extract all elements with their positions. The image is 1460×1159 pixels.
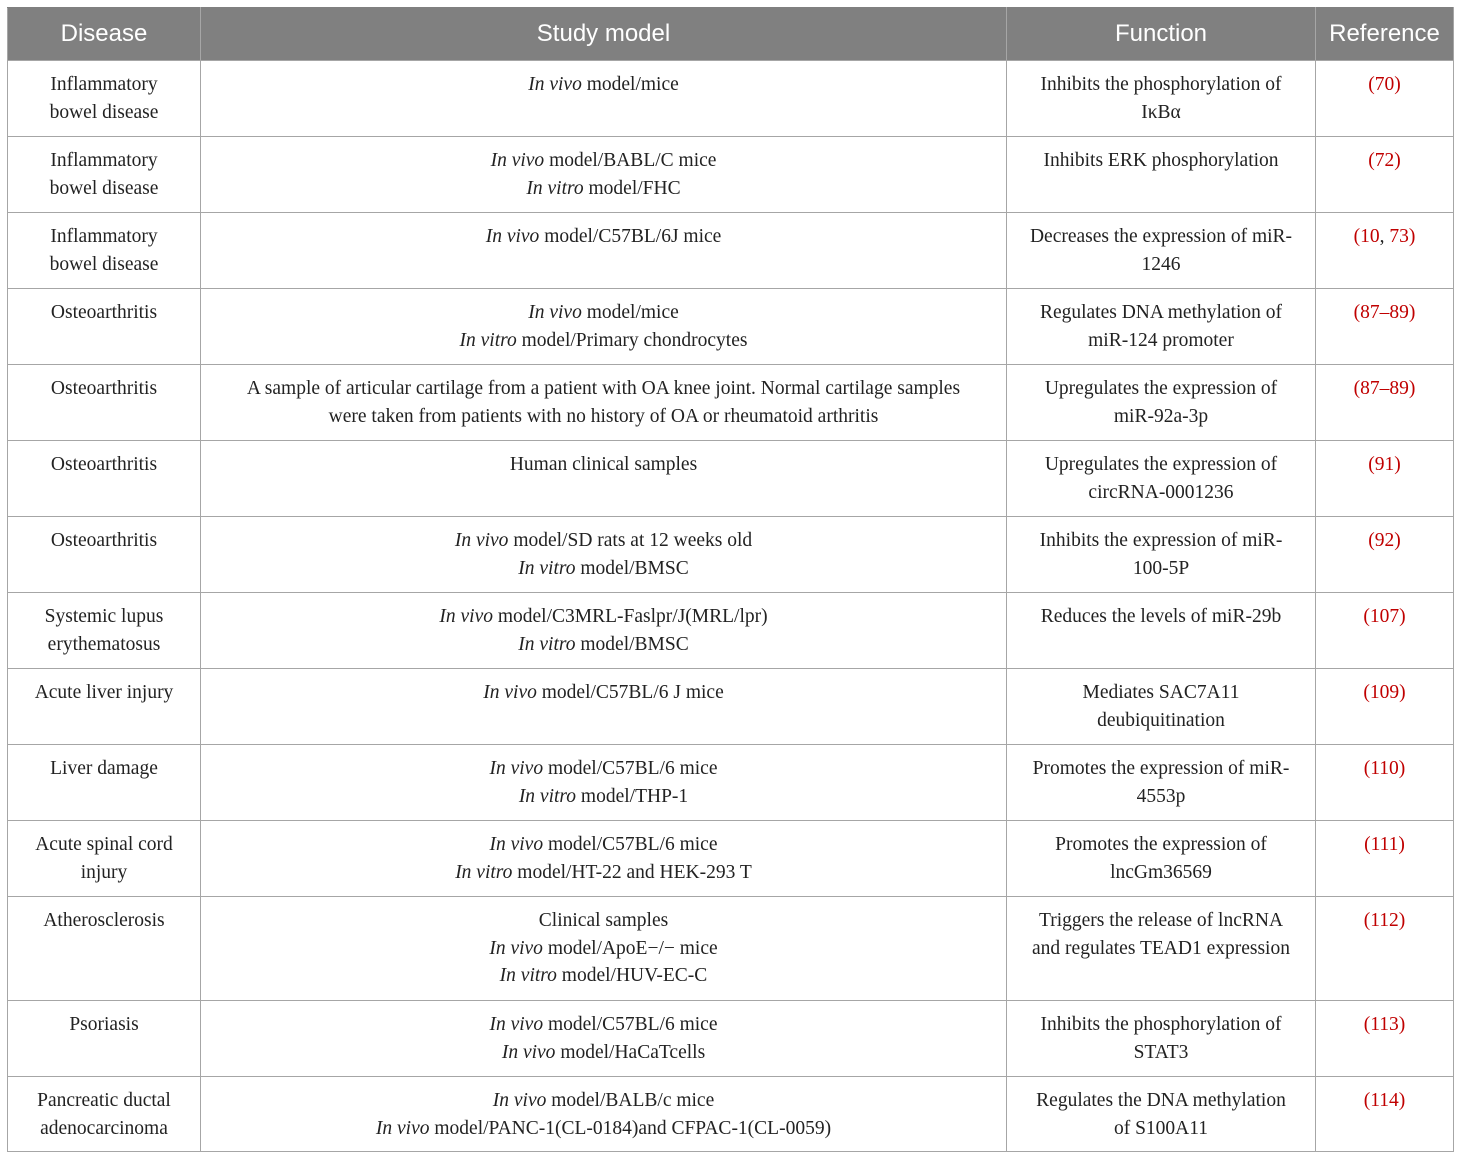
disease-line: Systemic lupus xyxy=(44,606,164,627)
model-line xyxy=(213,147,994,175)
header-study-model: Study model xyxy=(201,8,1007,61)
model-italic: In vivo xyxy=(528,74,582,95)
model-italic: In vivo xyxy=(489,758,544,779)
model-line xyxy=(213,327,994,355)
function-line: circRNA-0001236 xyxy=(1088,481,1234,503)
function-line: Triggers the release of lncRNA xyxy=(1038,910,1284,931)
reference-link[interactable]: 10 xyxy=(1360,226,1380,247)
cell-function xyxy=(1007,441,1316,517)
cell-reference xyxy=(1316,517,1454,593)
paren-open: ( xyxy=(1368,150,1375,171)
model-italic: In vivo xyxy=(489,1014,544,1035)
cell-disease xyxy=(8,1001,201,1077)
paren-open: ( xyxy=(1363,758,1371,779)
paren-open: ( xyxy=(1353,302,1361,323)
model-italic: In vivo xyxy=(439,606,493,627)
paren-close: ) xyxy=(1394,150,1401,171)
cell-disease xyxy=(8,897,201,1001)
table-row xyxy=(8,213,1454,289)
header-disease: Disease xyxy=(8,8,201,61)
model-text: Human clinical samples xyxy=(509,454,698,475)
table-row xyxy=(8,137,1454,213)
model-text: model/BMSC xyxy=(575,557,689,579)
cell-function xyxy=(1007,213,1316,289)
disease-line: erythematosus xyxy=(47,633,161,655)
cell-study-model xyxy=(201,137,1007,213)
model-line xyxy=(213,1039,994,1067)
cell-study-model xyxy=(201,593,1007,669)
function-line: 4553p xyxy=(1136,785,1186,807)
model-text: model/BABL/C mice xyxy=(544,150,717,171)
reference-text xyxy=(1328,603,1441,631)
disease-line: Atherosclerosis xyxy=(43,910,165,931)
paren-close: ) xyxy=(1394,74,1401,95)
reference-text xyxy=(1328,299,1441,327)
paren-open: ( xyxy=(1368,454,1375,475)
cell-disease xyxy=(8,745,201,821)
function-line: Upregulates the expression of xyxy=(1044,454,1278,475)
cell-disease xyxy=(8,669,201,745)
model-line xyxy=(213,935,994,963)
model-italic: In vivo xyxy=(454,530,509,551)
model-line xyxy=(213,831,994,859)
model-line xyxy=(213,783,994,811)
cell-function xyxy=(1007,669,1316,745)
paren-open: ( xyxy=(1368,74,1375,95)
cell-reference xyxy=(1316,289,1454,365)
model-line xyxy=(213,631,994,659)
model-line xyxy=(213,603,994,631)
table-row xyxy=(8,821,1454,897)
paren-close: ) xyxy=(1394,454,1401,475)
cell-function xyxy=(1007,821,1316,897)
cell-disease xyxy=(8,1077,201,1152)
cell-reference xyxy=(1316,897,1454,1001)
function-line: Reduces the levels of miR-29b xyxy=(1040,606,1282,627)
cell-function xyxy=(1007,593,1316,669)
model-line xyxy=(213,859,994,887)
disease-line: Osteoarthritis xyxy=(50,378,158,399)
model-line xyxy=(213,451,994,479)
model-text: model/ApoE−/− mice xyxy=(542,937,718,959)
model-text: model/Primary chondrocytes xyxy=(516,329,748,351)
reference-text xyxy=(1328,375,1441,403)
disease-line: bowel disease xyxy=(49,177,159,199)
disease-line: Osteoarthritis xyxy=(50,302,158,323)
disease-line: Inflammatory xyxy=(50,74,158,95)
disease-line: Inflammatory xyxy=(50,150,158,171)
paren-close: ) xyxy=(1398,834,1405,855)
model-italic: In vitro xyxy=(455,861,513,883)
model-italic: In vivo xyxy=(490,150,545,171)
header-reference: Reference xyxy=(1316,8,1454,61)
disease-line: bowel disease xyxy=(49,101,159,123)
model-text: model/SD rats at 12 weeks old xyxy=(508,530,753,551)
model-italic: In vivo xyxy=(489,937,543,959)
disease-line: Psoriasis xyxy=(69,1014,139,1035)
cell-study-model xyxy=(201,897,1007,1001)
function-line: 100-5P xyxy=(1132,557,1190,579)
reference-text xyxy=(1328,527,1441,555)
model-text: model/C57BL/6J mice xyxy=(539,226,722,247)
disease-line: Inflammatory xyxy=(50,226,158,247)
cell-reference xyxy=(1316,441,1454,517)
reference-link[interactable]: 107 xyxy=(1369,606,1400,627)
model-line xyxy=(213,755,994,783)
cell-disease xyxy=(8,365,201,441)
function-line: miR-92a-3p xyxy=(1113,405,1209,427)
model-line xyxy=(213,403,994,431)
reference-text xyxy=(1328,755,1441,783)
cell-disease xyxy=(8,213,201,289)
model-line xyxy=(213,679,994,707)
model-text: model/BALB/c mice xyxy=(546,1090,715,1111)
cell-study-model xyxy=(201,365,1007,441)
model-italic: In vitro xyxy=(518,633,576,655)
paren-open: ( xyxy=(1363,682,1370,703)
model-text: model/mice xyxy=(581,74,679,95)
model-line xyxy=(213,175,994,203)
cell-disease xyxy=(8,137,201,213)
reference-link[interactable]: 70 xyxy=(1374,74,1395,95)
paren-open: ( xyxy=(1363,1014,1371,1035)
table-body xyxy=(8,61,1454,1152)
cell-reference xyxy=(1316,137,1454,213)
paren-open: ( xyxy=(1368,530,1375,551)
cell-disease xyxy=(8,593,201,669)
cell-reference xyxy=(1316,1001,1454,1077)
paren-open: ( xyxy=(1353,226,1361,247)
function-line: Promotes the expression of miR- xyxy=(1032,758,1290,779)
paren-close: ) xyxy=(1398,1090,1406,1111)
model-text: were taken from patients with no history of OA or rheumatoid arthritis xyxy=(328,405,879,427)
reference-link[interactable]: 112 xyxy=(1370,910,1399,931)
model-italic: In vitro xyxy=(459,329,517,351)
model-text: model/BMSC xyxy=(575,633,689,655)
reference-text xyxy=(1328,223,1441,251)
function-line: Mediates SAC7A11 xyxy=(1082,682,1240,703)
model-italic: In vitro xyxy=(499,965,557,986)
cell-reference xyxy=(1316,669,1454,745)
model-text: model/C57BL/6 mice xyxy=(543,1014,718,1035)
header-function: Function xyxy=(1007,8,1316,61)
cell-study-model xyxy=(201,745,1007,821)
model-italic: In vitro xyxy=(518,785,577,807)
model-line xyxy=(213,1115,994,1143)
cell-study-model xyxy=(201,517,1007,593)
function-line: Regulates the DNA methylation xyxy=(1036,1090,1286,1111)
reference-link[interactable]: 87–89 xyxy=(1360,302,1409,323)
cell-reference xyxy=(1316,213,1454,289)
cell-reference xyxy=(1316,745,1454,821)
model-text: Clinical samples xyxy=(538,910,669,931)
header-row xyxy=(8,8,1454,61)
cell-function xyxy=(1007,1077,1316,1152)
reference-link[interactable]: 91 xyxy=(1374,454,1395,475)
paren-open: ( xyxy=(1363,606,1370,627)
model-text: model/C57BL/6 J mice xyxy=(536,682,724,703)
function-line: Inhibits the phosphorylation of xyxy=(1040,1014,1282,1035)
paren-open: ( xyxy=(1364,834,1371,855)
model-text: model/C57BL/6 mice xyxy=(543,758,718,779)
disease-line: Osteoarthritis xyxy=(50,530,158,551)
reference-link[interactable]: 114 xyxy=(1370,1090,1399,1111)
cell-disease xyxy=(8,441,201,517)
reference-text xyxy=(1328,1011,1441,1039)
model-text: model/FHC xyxy=(583,177,681,199)
model-line xyxy=(213,527,994,555)
paren-open: ( xyxy=(1353,378,1361,399)
model-italic: In vivo xyxy=(375,1117,430,1139)
function-line: Decreases the expression of miR- xyxy=(1029,226,1293,247)
model-italic: In vitro xyxy=(518,557,576,579)
reference-text xyxy=(1328,71,1441,99)
model-line xyxy=(213,962,994,990)
cell-reference xyxy=(1316,61,1454,137)
model-text: model/mice xyxy=(581,302,679,323)
cell-function xyxy=(1007,137,1316,213)
paren-open: ( xyxy=(1363,910,1371,931)
disease-line: injury xyxy=(80,861,128,883)
function-line: Inhibits the phosphorylation of xyxy=(1040,74,1282,95)
model-line xyxy=(213,907,994,935)
function-line: Inhibits ERK phosphorylation xyxy=(1043,150,1279,171)
function-line: deubiquitination xyxy=(1097,709,1225,731)
model-text: A sample of articular cartilage from a patient with OA knee joint. Normal cartilage samples xyxy=(246,378,961,399)
model-text: model/C57BL/6 mice xyxy=(543,834,718,855)
model-text: model/C3MRL-Faslpr/J(MRL/lpr) xyxy=(492,606,768,627)
model-line xyxy=(213,1087,994,1115)
model-italic: In vivo xyxy=(501,1041,556,1063)
table-row xyxy=(8,1001,1454,1077)
paren-close: ) xyxy=(1408,378,1416,399)
model-line xyxy=(213,223,994,251)
paren-close: ) xyxy=(1399,606,1406,627)
model-text: model/HT-22 and HEK-293 T xyxy=(512,861,752,883)
model-italic: In vivo xyxy=(483,682,537,703)
reference-text xyxy=(1328,831,1441,859)
cell-study-model xyxy=(201,1077,1007,1152)
function-line: Inhibits the expression of miR- xyxy=(1039,530,1283,551)
cell-reference xyxy=(1316,821,1454,897)
table-row xyxy=(8,1077,1454,1152)
cell-study-model xyxy=(201,669,1007,745)
reference-link[interactable]: 113 xyxy=(1370,1014,1399,1035)
reference-text xyxy=(1328,907,1441,935)
cell-function xyxy=(1007,1001,1316,1077)
function-line: of S100A11 xyxy=(1113,1117,1209,1139)
cell-study-model xyxy=(201,1001,1007,1077)
reference-link[interactable]: 73 xyxy=(1389,226,1409,247)
cell-disease xyxy=(8,517,201,593)
table-row xyxy=(8,745,1454,821)
model-italic: In vivo xyxy=(528,302,582,323)
table-row xyxy=(8,593,1454,669)
function-line: Promotes the expression of xyxy=(1055,834,1267,855)
reference-link[interactable]: 92 xyxy=(1374,530,1395,551)
function-line: Upregulates the expression of xyxy=(1044,378,1278,399)
reference-text xyxy=(1328,679,1441,707)
model-line xyxy=(213,299,994,327)
paren-close: ) xyxy=(1408,226,1416,247)
model-italic: In vitro xyxy=(526,177,584,199)
table-row xyxy=(8,517,1454,593)
disease-line: Osteoarthritis xyxy=(50,454,158,475)
disease-line: bowel disease xyxy=(49,253,159,275)
paren-close: ) xyxy=(1398,910,1406,931)
paren-close: ) xyxy=(1394,530,1401,551)
model-italic: In vivo xyxy=(489,834,544,855)
table-row xyxy=(8,897,1454,1001)
table-container xyxy=(7,7,1453,1152)
cell-study-model xyxy=(201,441,1007,517)
cell-reference xyxy=(1316,593,1454,669)
model-line xyxy=(213,375,994,403)
cell-reference xyxy=(1316,1077,1454,1152)
paren-close: ) xyxy=(1399,682,1406,703)
model-line xyxy=(213,71,994,99)
disease-line: Acute spinal cord xyxy=(35,834,173,855)
reference-link[interactable]: 110 xyxy=(1370,758,1399,779)
function-line: and regulates TEAD1 expression xyxy=(1032,937,1290,959)
cell-function xyxy=(1007,289,1316,365)
model-text: model/HUV-EC-C xyxy=(556,965,708,986)
table-header xyxy=(8,8,1454,61)
model-text: model/PANC-1(CL-0184)and CFPAC-1(CL-0059) xyxy=(429,1117,832,1139)
cell-function xyxy=(1007,365,1316,441)
function-line: IκBα xyxy=(1141,101,1181,123)
table-row xyxy=(8,365,1454,441)
model-text: model/HaCaTcells xyxy=(555,1041,706,1063)
cell-disease xyxy=(8,61,201,137)
ref-separator: , xyxy=(1379,226,1390,247)
paren-open: ( xyxy=(1363,1090,1371,1111)
cell-function xyxy=(1007,745,1316,821)
function-line: Regulates DNA methylation of xyxy=(1039,302,1283,323)
reference-text xyxy=(1328,451,1441,479)
cell-study-model xyxy=(201,61,1007,137)
cell-function xyxy=(1007,61,1316,137)
disease-line: Acute liver injury xyxy=(34,682,174,703)
reference-link[interactable]: 109 xyxy=(1369,682,1400,703)
paren-close: ) xyxy=(1398,758,1406,779)
disease-line: Liver damage xyxy=(50,758,158,779)
model-italic: In vivo xyxy=(492,1090,547,1111)
table-row xyxy=(8,289,1454,365)
function-line: STAT3 xyxy=(1133,1041,1189,1063)
cell-disease xyxy=(8,821,201,897)
cell-function xyxy=(1007,897,1316,1001)
cell-disease xyxy=(8,289,201,365)
cell-study-model xyxy=(201,213,1007,289)
cell-function xyxy=(1007,517,1316,593)
function-line: miR-124 promoter xyxy=(1088,329,1234,351)
function-line: lncGm36569 xyxy=(1110,861,1212,883)
reference-link[interactable]: 111 xyxy=(1370,834,1399,855)
table-row xyxy=(8,441,1454,517)
model-text: model/THP-1 xyxy=(576,785,689,807)
reference-text xyxy=(1328,147,1441,175)
reference-link[interactable]: 87–89 xyxy=(1360,378,1409,399)
reference-text xyxy=(1328,1087,1441,1115)
paren-close: ) xyxy=(1398,1014,1406,1035)
model-italic: In vivo xyxy=(485,226,540,247)
table-row xyxy=(8,669,1454,745)
cell-reference xyxy=(1316,365,1454,441)
function-line: 1246 xyxy=(1141,253,1181,275)
cell-study-model xyxy=(201,821,1007,897)
paren-close: ) xyxy=(1408,302,1416,323)
reference-link[interactable]: 72 xyxy=(1374,150,1395,171)
disease-line: adenocarcinoma xyxy=(40,1117,168,1139)
data-table xyxy=(7,7,1454,1152)
model-line xyxy=(213,1011,994,1039)
cell-study-model xyxy=(201,289,1007,365)
table-row xyxy=(8,61,1454,137)
model-line xyxy=(213,555,994,583)
disease-line: Pancreatic ductal xyxy=(37,1090,171,1111)
